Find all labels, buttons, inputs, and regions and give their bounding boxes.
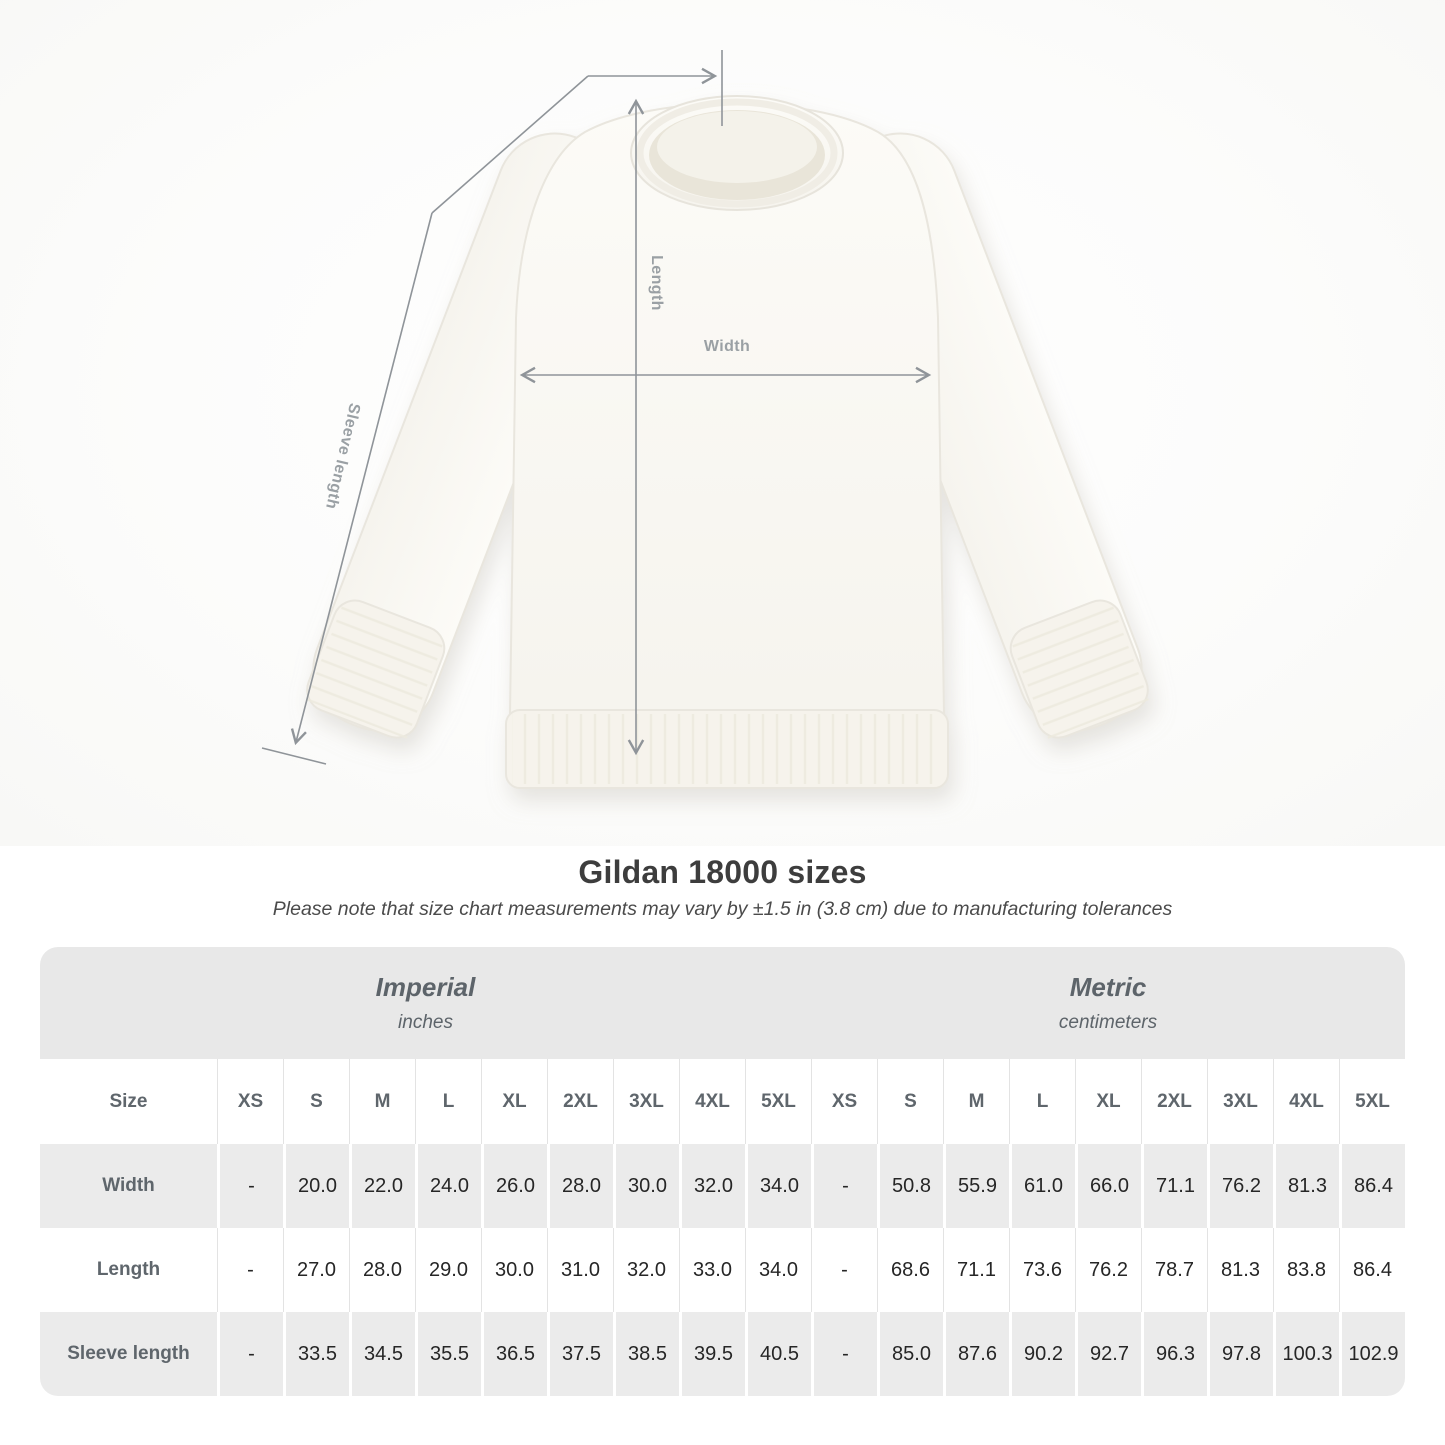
sweatshirt-image	[296, 96, 1158, 788]
table-cell: -	[811, 1144, 877, 1228]
table-cell: 68.6	[877, 1228, 943, 1312]
size-header: 4XL	[679, 1059, 745, 1144]
table-cell: 83.8	[1273, 1228, 1339, 1312]
table-cell: 73.6	[1009, 1228, 1075, 1312]
size-header: L	[415, 1059, 481, 1144]
table-cell: 92.7	[1075, 1312, 1141, 1396]
metric-sublabel: centimeters	[1058, 1012, 1158, 1033]
table-cell: -	[217, 1312, 283, 1396]
table-cell: 61.0	[1009, 1144, 1075, 1228]
size-header: M	[349, 1059, 415, 1144]
table-cell: 29.0	[415, 1228, 481, 1312]
table-cell: 40.5	[745, 1312, 811, 1396]
table-cell: 30.0	[613, 1144, 679, 1228]
tolerance-note: Please note that size chart measurements may vary by ±1.5 in (3.8 cm) due to manufacturing tolerances	[272, 898, 1173, 920]
table-cell: 33.0	[679, 1228, 745, 1312]
table-cell: 20.0	[283, 1144, 349, 1228]
table-cell: 26.0	[481, 1144, 547, 1228]
size-header: XS	[811, 1059, 877, 1144]
table-cell: -	[217, 1228, 283, 1312]
imperial-label: Imperial	[375, 972, 476, 1002]
imperial-sublabel: inches	[398, 1012, 453, 1033]
size-header: L	[1009, 1059, 1075, 1144]
table-cell: 39.5	[679, 1312, 745, 1396]
size-column-header: Size	[40, 1059, 217, 1144]
table-cell: 35.5	[415, 1312, 481, 1396]
table-cell: 33.5	[283, 1312, 349, 1396]
table-cell: 86.4	[1339, 1144, 1405, 1228]
table-cell: 76.2	[1075, 1228, 1141, 1312]
size-header: S	[877, 1059, 943, 1144]
metric-label: Metric	[1069, 972, 1147, 1002]
table-cell: 96.3	[1141, 1312, 1207, 1396]
table-cell: 28.0	[349, 1228, 415, 1312]
size-header: 2XL	[547, 1059, 613, 1144]
size-header: XL	[481, 1059, 547, 1144]
sleeve-length-measure-label: Sleeve length	[322, 401, 363, 511]
table-cell: -	[811, 1228, 877, 1312]
table-cell: 100.3	[1273, 1312, 1339, 1396]
table-cell: 85.0	[877, 1312, 943, 1396]
table-cell: 31.0	[547, 1228, 613, 1312]
length-measure-label: Length	[648, 255, 665, 311]
table-cell: 22.0	[349, 1144, 415, 1228]
table-cell: 36.5	[481, 1312, 547, 1396]
size-header: XS	[217, 1059, 283, 1144]
page-title: Gildan 18000 sizes	[578, 854, 867, 890]
size-header: 3XL	[613, 1059, 679, 1144]
table-cell: 97.8	[1207, 1312, 1273, 1396]
size-table	[40, 947, 1405, 1396]
table-cell: 37.5	[547, 1312, 613, 1396]
table-cell: 28.0	[547, 1144, 613, 1228]
table-cell: 50.8	[877, 1144, 943, 1228]
size-header: 5XL	[1339, 1059, 1405, 1144]
table-cell: 86.4	[1339, 1228, 1405, 1312]
size-header: XL	[1075, 1059, 1141, 1144]
table-cell: 34.0	[745, 1228, 811, 1312]
table-cell: 87.6	[943, 1312, 1009, 1396]
table-cell: 76.2	[1207, 1144, 1273, 1228]
size-header: M	[943, 1059, 1009, 1144]
table-cell: 78.7	[1141, 1228, 1207, 1312]
size-header: 2XL	[1141, 1059, 1207, 1144]
row-label-sleeve-length: Sleeve length	[40, 1312, 217, 1396]
table-cell: 34.0	[745, 1144, 811, 1228]
table-cell: 38.5	[613, 1312, 679, 1396]
table-cell: 32.0	[613, 1228, 679, 1312]
table-cell: 24.0	[415, 1144, 481, 1228]
table-cell: 55.9	[943, 1144, 1009, 1228]
table-cell: 27.0	[283, 1228, 349, 1312]
table-cell: 34.5	[349, 1312, 415, 1396]
table-cell: 32.0	[679, 1144, 745, 1228]
table-cell: 102.9	[1339, 1312, 1405, 1396]
table-cell: 81.3	[1273, 1144, 1339, 1228]
table-cell: 66.0	[1075, 1144, 1141, 1228]
table-cell: 30.0	[481, 1228, 547, 1312]
row-label-width: Width	[40, 1144, 217, 1228]
table-cell: -	[811, 1312, 877, 1396]
size-header: S	[283, 1059, 349, 1144]
size-header: 5XL	[745, 1059, 811, 1144]
size-header: 3XL	[1207, 1059, 1273, 1144]
table-cell: 71.1	[943, 1228, 1009, 1312]
width-measure-label: Width	[703, 338, 751, 355]
table-cell: 71.1	[1141, 1144, 1207, 1228]
table-cell: 90.2	[1009, 1312, 1075, 1396]
imperial-unit-band	[40, 947, 811, 1059]
size-header: 4XL	[1273, 1059, 1339, 1144]
table-cell: -	[217, 1144, 283, 1228]
metric-unit-band	[811, 947, 1405, 1059]
row-label-length: Length	[40, 1228, 217, 1312]
table-cell: 81.3	[1207, 1228, 1273, 1312]
